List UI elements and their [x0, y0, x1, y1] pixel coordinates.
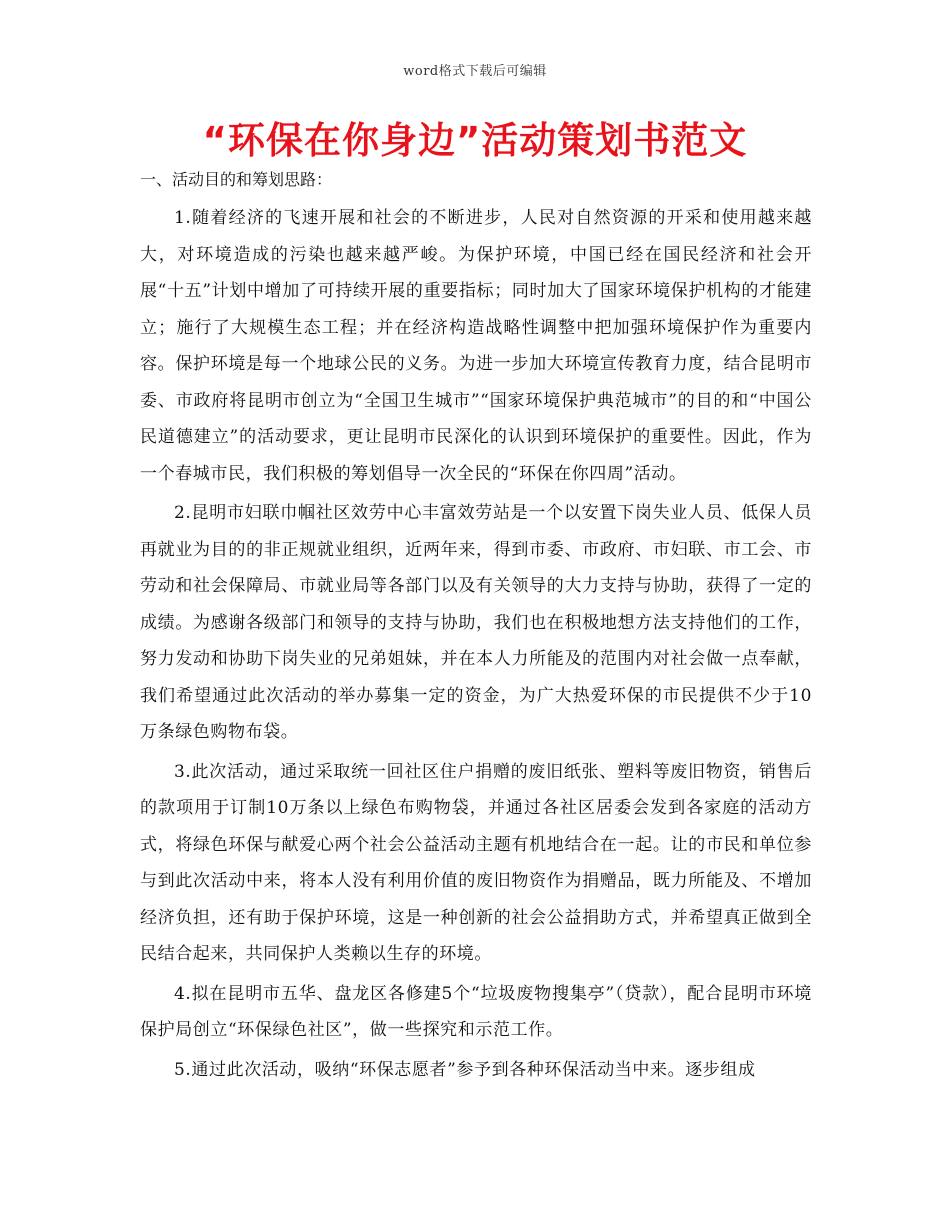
- header-note: word格式下载后可编辑: [403, 64, 547, 79]
- paragraph-5: 5.通过此次活动，吸纳“环保志愿者”参予到各种环保活动当中来。逐步组成: [174, 1059, 756, 1080]
- section-heading: 一、活动目的和筹划思路：: [140, 170, 333, 189]
- paragraph-4: 4.拟在昆明市五华、盘龙区各修建5个“垃圾废物搜集亭”（贷款），配合昆明市环境保护局创立“环保绿色社区”，做一些探究和示范工作。: [140, 983, 812, 1040]
- paragraph-1: 1.随着经济的飞速开展和社会的不断进步，人民对自然资源的开采和使用越来越大，对环境造成的污染也越来越严峻。为保护环境，中国已经在国民经济和社会开展“十五”计划中增加了可持续开展的重要指标；同时加大了国家环境保护机构的才能建立；施行了大规模生态工程；并在经济构造战略性调整中把加强环境保护作为重要内容。保护环境是每一个地球公民的义务。为进一步加大环境宣传教育力度，结合昆明市委、市政府将昆明市创立为“全国卫生城市”“国家环境保护典范城市”的目的和“中国公民道德建立”的活动要求，更让昆明市民深化的认识到环境保护的重要性。因此，作为一个春城市民，我们积极的筹划倡导一次全民的“环保在你四周”活动。: [140, 208, 812, 484]
- paragraph-2: 2.昆明市妇联巾帼社区效劳中心丰富效劳站是一个以安置下岗失业人员、低保人员再就业为目的的非正规就业组织，近两年来，得到市委、市政府、市妇联、市工会、市劳动和社会保障局、市就业局等各部门以及有关领导的大力支持与协助，获得了一定的成绩。为感谢各级部门和领导的支持与协助，我们也在积极地想方法支持他们的工作，努力发动和协助下岗失业的兄弟姐妹，并在本人力所能及的范围内对社会做一点奉献，我们希望通过此次活动的举办募集一定的资金，为广大热爱环保的市民提供不少于10万条绿色购物布袋。: [140, 503, 812, 742]
- body-text: [140, 200, 812, 1091]
- paragraph-3: 3.此次活动，通过采取统一回社区住户捐赠的废旧纸张、塑料等废旧物资，销售后的款项用于订制10万条以上绿色布购物袋，并通过各社区居委会发到各家庭的活动方式，将绿色环保与献爱心两个社会公益活动主题有机地结合在一起。让的市民和单位参与到此次活动中来，将本人没有利用价值的废旧物资作为捐赠品，既力所能及、不增加经济负担，还有助于保护环境，这是一种创新的社会公益捐助方式，并希望真正做到全民结合起来，共同保护人类赖以生存的环境。: [140, 761, 812, 964]
- document-title: “环保在你身边”活动策划书范文: [202, 119, 748, 162]
